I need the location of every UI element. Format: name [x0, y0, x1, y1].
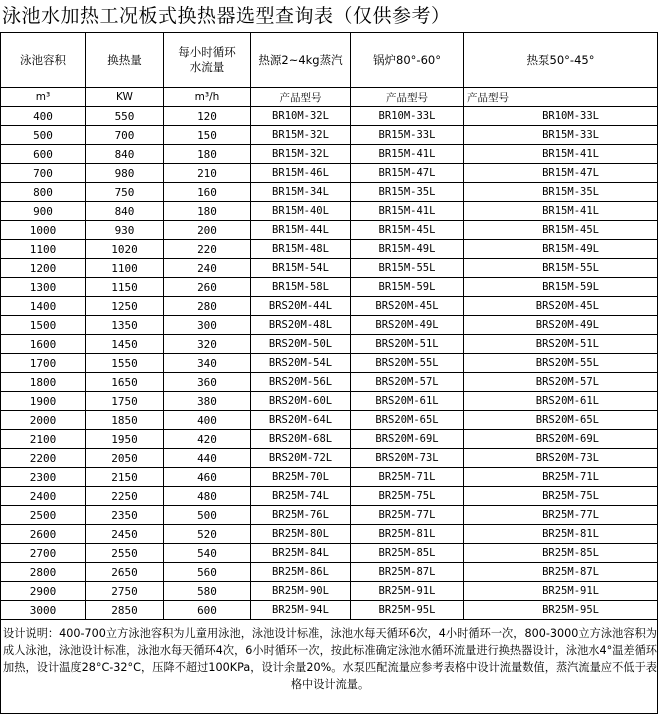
- table-row: [1, 354, 658, 373]
- cell-heat-pump-model: BR15M-33L: [464, 126, 658, 145]
- cell-heat-pump-model: BR15M-59L: [464, 278, 658, 297]
- table-row: [1, 392, 658, 411]
- cell-volume: 2600: [1, 525, 86, 544]
- cell-steam-model: BR25M-80L: [251, 525, 351, 544]
- table-row: [1, 468, 658, 487]
- cell-flow-rate: 400: [164, 411, 251, 430]
- cell-flow-rate: 480: [164, 487, 251, 506]
- page-title: 泳池水加热工况板式换热器选型查询表（仅供参考）: [2, 5, 451, 27]
- cell-volume: 1300: [1, 278, 86, 297]
- cell-volume: 1100: [1, 240, 86, 259]
- cell-steam-model: BRS20M-64L: [251, 411, 351, 430]
- cell-heat-pump-model: BR15M-55L: [464, 259, 658, 278]
- cell-heat-load: 930: [86, 221, 164, 240]
- cell-heat-pump-model: BRS20M-65L: [464, 411, 658, 430]
- cell-boiler-model: BR15M-55L: [351, 259, 464, 278]
- cell-heat-pump-model: BR25M-71L: [464, 468, 658, 487]
- cell-volume: 800: [1, 183, 86, 202]
- cell-heat-load: 2550: [86, 544, 164, 563]
- header-boiler: 锅炉80°-60°: [351, 33, 464, 88]
- cell-heat-load: 1550: [86, 354, 164, 373]
- table-row: [1, 544, 658, 563]
- cell-heat-load: 1250: [86, 297, 164, 316]
- cell-boiler-model: BR25M-91L: [351, 582, 464, 601]
- cell-volume: 2500: [1, 506, 86, 525]
- cell-boiler-model: BRS20M-61L: [351, 392, 464, 411]
- unit-pool-volume: m³: [1, 88, 86, 107]
- table-row: [1, 506, 658, 525]
- cell-steam-model: BR15M-40L: [251, 202, 351, 221]
- cell-volume: 2700: [1, 544, 86, 563]
- cell-flow-rate: 180: [164, 202, 251, 221]
- table-row: [1, 449, 658, 468]
- unit-boiler-model: 产品型号: [351, 88, 464, 107]
- cell-flow-rate: 520: [164, 525, 251, 544]
- cell-steam-model: BR25M-86L: [251, 563, 351, 582]
- cell-heat-load: 1750: [86, 392, 164, 411]
- cell-boiler-model: BR25M-95L: [351, 601, 464, 620]
- cell-steam-model: BRS20M-68L: [251, 430, 351, 449]
- cell-steam-model: BR25M-84L: [251, 544, 351, 563]
- table-row: [1, 430, 658, 449]
- cell-boiler-model: BRS20M-73L: [351, 449, 464, 468]
- cell-volume: 2100: [1, 430, 86, 449]
- table-row: [1, 145, 658, 164]
- cell-boiler-model: BR10M-33L: [351, 107, 464, 126]
- cell-volume: 1500: [1, 316, 86, 335]
- cell-steam-model: BRS20M-50L: [251, 335, 351, 354]
- cell-boiler-model: BR15M-45L: [351, 221, 464, 240]
- cell-volume: 1000: [1, 221, 86, 240]
- cell-heat-pump-model: BR15M-35L: [464, 183, 658, 202]
- cell-steam-model: BR15M-34L: [251, 183, 351, 202]
- unit-steam-model: 产品型号: [251, 88, 351, 107]
- table-row: [1, 259, 658, 278]
- cell-heat-pump-model: BR15M-49L: [464, 240, 658, 259]
- cell-flow-rate: 210: [164, 164, 251, 183]
- cell-boiler-model: BR15M-41L: [351, 145, 464, 164]
- cell-volume: 1600: [1, 335, 86, 354]
- header-heat-pump: 热泵50°-45°: [464, 33, 658, 88]
- cell-flow-rate: 460: [164, 468, 251, 487]
- cell-flow-rate: 280: [164, 297, 251, 316]
- cell-steam-model: BR15M-48L: [251, 240, 351, 259]
- table-row: [1, 563, 658, 582]
- table-row: [1, 487, 658, 506]
- cell-heat-pump-model: BR15M-47L: [464, 164, 658, 183]
- cell-steam-model: BR15M-46L: [251, 164, 351, 183]
- cell-volume: 1400: [1, 297, 86, 316]
- cell-boiler-model: BR25M-81L: [351, 525, 464, 544]
- cell-heat-pump-model: BRS20M-51L: [464, 335, 658, 354]
- cell-boiler-model: BR25M-85L: [351, 544, 464, 563]
- table-row: [1, 316, 658, 335]
- table-row: [1, 183, 658, 202]
- cell-steam-model: BRS20M-60L: [251, 392, 351, 411]
- cell-heat-pump-model: BR15M-41L: [464, 145, 658, 164]
- cell-steam-model: BR15M-32L: [251, 126, 351, 145]
- cell-volume: 700: [1, 164, 86, 183]
- cell-steam-model: BR10M-32L: [251, 107, 351, 126]
- cell-heat-load: 1100: [86, 259, 164, 278]
- cell-flow-rate: 440: [164, 449, 251, 468]
- table-row: [1, 525, 658, 544]
- cell-heat-load: 840: [86, 202, 164, 221]
- cell-heat-pump-model: BRS20M-61L: [464, 392, 658, 411]
- cell-flow-rate: 560: [164, 563, 251, 582]
- cell-boiler-model: BR15M-35L: [351, 183, 464, 202]
- cell-flow-rate: 600: [164, 601, 251, 620]
- cell-heat-pump-model: BR25M-95L: [464, 601, 658, 620]
- cell-steam-model: BRS20M-44L: [251, 297, 351, 316]
- unit-heat-pump-model: 产品型号: [464, 88, 658, 107]
- cell-heat-pump-model: BR25M-81L: [464, 525, 658, 544]
- cell-boiler-model: BR15M-33L: [351, 126, 464, 145]
- cell-heat-load: 2050: [86, 449, 164, 468]
- cell-heat-load: 1950: [86, 430, 164, 449]
- table-row: [1, 221, 658, 240]
- cell-flow-rate: 200: [164, 221, 251, 240]
- header-steam-source: 热源2~4kg蒸汽: [251, 33, 351, 88]
- table-row: [1, 582, 658, 601]
- cell-boiler-model: BRS20M-51L: [351, 335, 464, 354]
- cell-volume: 2300: [1, 468, 86, 487]
- table-row: [1, 126, 658, 145]
- table-row: [1, 335, 658, 354]
- cell-volume: 1900: [1, 392, 86, 411]
- cell-steam-model: BR25M-70L: [251, 468, 351, 487]
- cell-heat-load: 840: [86, 145, 164, 164]
- cell-heat-load: 1450: [86, 335, 164, 354]
- cell-volume: 600: [1, 145, 86, 164]
- cell-steam-model: BRS20M-56L: [251, 373, 351, 392]
- cell-heat-pump-model: BRS20M-55L: [464, 354, 658, 373]
- cell-boiler-model: BR25M-87L: [351, 563, 464, 582]
- cell-heat-pump-model: BR15M-45L: [464, 221, 658, 240]
- cell-heat-load: 2650: [86, 563, 164, 582]
- cell-heat-pump-model: BRS20M-73L: [464, 449, 658, 468]
- cell-heat-load: 2250: [86, 487, 164, 506]
- header-pool-volume: 泳池容积: [1, 33, 86, 88]
- cell-heat-pump-model: BR25M-91L: [464, 582, 658, 601]
- cell-boiler-model: BRS20M-65L: [351, 411, 464, 430]
- table-row: [1, 107, 658, 126]
- cell-flow-rate: 540: [164, 544, 251, 563]
- cell-heat-load: 980: [86, 164, 164, 183]
- cell-steam-model: BR15M-58L: [251, 278, 351, 297]
- cell-flow-rate: 300: [164, 316, 251, 335]
- table-row: [1, 202, 658, 221]
- cell-steam-model: BR25M-94L: [251, 601, 351, 620]
- cell-heat-load: 750: [86, 183, 164, 202]
- cell-heat-pump-model: BR25M-75L: [464, 487, 658, 506]
- design-note: 设计说明：400-700立方泳池容积为儿童用泳池，泳池设计标准，泳池水每天循环6次，4小时循环一次，800-3000立方泳池容积为成人泳池，泳池设计标准，泳池水每天循环4次，6小时循环一次，按此标准确定泳池水循环流量进行换热器设计，泳池水4°温差循环加热，设计温度28°C-32°C，压降不超过100KPa，设计余量20%。水泵匹配流量应参考表格中设计流量数值，蒸汽流量应不低于表格中设计流量。: [3, 627, 657, 691]
- cell-heat-load: 1020: [86, 240, 164, 259]
- cell-flow-rate: 160: [164, 183, 251, 202]
- cell-volume: 2200: [1, 449, 86, 468]
- table-row: [1, 164, 658, 183]
- cell-heat-load: 1650: [86, 373, 164, 392]
- cell-steam-model: BRS20M-48L: [251, 316, 351, 335]
- table-row: [1, 601, 658, 620]
- cell-flow-rate: 420: [164, 430, 251, 449]
- cell-flow-rate: 180: [164, 145, 251, 164]
- cell-heat-load: 700: [86, 126, 164, 145]
- table-row: [1, 297, 658, 316]
- cell-heat-pump-model: BRS20M-45L: [464, 297, 658, 316]
- cell-heat-load: 2850: [86, 601, 164, 620]
- header-heat-load: 换热量: [86, 33, 164, 88]
- cell-heat-pump-model: BRS20M-49L: [464, 316, 658, 335]
- cell-volume: 2000: [1, 411, 86, 430]
- cell-heat-pump-model: BR25M-85L: [464, 544, 658, 563]
- cell-flow-rate: 150: [164, 126, 251, 145]
- cell-boiler-model: BR15M-59L: [351, 278, 464, 297]
- header-flow-rate: 每小时循环 水流量: [164, 33, 251, 88]
- cell-heat-load: 2150: [86, 468, 164, 487]
- cell-steam-model: BR15M-32L: [251, 145, 351, 164]
- unit-heat-load: KW: [86, 88, 164, 107]
- cell-heat-load: 550: [86, 107, 164, 126]
- cell-heat-load: 1850: [86, 411, 164, 430]
- cell-heat-load: 2750: [86, 582, 164, 601]
- cell-volume: 500: [1, 126, 86, 145]
- cell-boiler-model: BRS20M-55L: [351, 354, 464, 373]
- cell-steam-model: BR25M-90L: [251, 582, 351, 601]
- cell-volume: 2900: [1, 582, 86, 601]
- cell-flow-rate: 360: [164, 373, 251, 392]
- cell-boiler-model: BRS20M-45L: [351, 297, 464, 316]
- cell-volume: 1200: [1, 259, 86, 278]
- cell-flow-rate: 120: [164, 107, 251, 126]
- cell-steam-model: BR25M-74L: [251, 487, 351, 506]
- cell-heat-load: 2450: [86, 525, 164, 544]
- cell-boiler-model: BRS20M-69L: [351, 430, 464, 449]
- cell-flow-rate: 240: [164, 259, 251, 278]
- cell-flow-rate: 340: [164, 354, 251, 373]
- cell-volume: 3000: [1, 601, 86, 620]
- cell-volume: 400: [1, 107, 86, 126]
- cell-flow-rate: 580: [164, 582, 251, 601]
- unit-flow-rate: m³/h: [164, 88, 251, 107]
- cell-heat-pump-model: BRS20M-69L: [464, 430, 658, 449]
- cell-heat-pump-model: BR25M-77L: [464, 506, 658, 525]
- cell-heat-pump-model: BR15M-41L: [464, 202, 658, 221]
- cell-volume: 1800: [1, 373, 86, 392]
- table-row: [1, 373, 658, 392]
- cell-heat-pump-model: BR25M-87L: [464, 563, 658, 582]
- cell-flow-rate: 260: [164, 278, 251, 297]
- cell-volume: 1700: [1, 354, 86, 373]
- table-row: [1, 240, 658, 259]
- cell-heat-load: 1150: [86, 278, 164, 297]
- cell-steam-model: BRS20M-54L: [251, 354, 351, 373]
- cell-boiler-model: BR25M-77L: [351, 506, 464, 525]
- cell-boiler-model: BRS20M-57L: [351, 373, 464, 392]
- cell-volume: 900: [1, 202, 86, 221]
- cell-flow-rate: 380: [164, 392, 251, 411]
- cell-heat-pump-model: BR10M-33L: [464, 107, 658, 126]
- cell-flow-rate: 220: [164, 240, 251, 259]
- header-row: [1, 33, 658, 88]
- cell-boiler-model: BR25M-75L: [351, 487, 464, 506]
- cell-heat-load: 2350: [86, 506, 164, 525]
- table-row: [1, 411, 658, 430]
- table-body: [1, 33, 658, 620]
- selection-table: [0, 32, 658, 620]
- cell-steam-model: BR15M-54L: [251, 259, 351, 278]
- table-row: [1, 278, 658, 297]
- cell-steam-model: BR25M-76L: [251, 506, 351, 525]
- cell-boiler-model: BR25M-71L: [351, 468, 464, 487]
- cell-volume: 2400: [1, 487, 86, 506]
- units-row: [1, 88, 658, 107]
- cell-boiler-model: BR15M-47L: [351, 164, 464, 183]
- cell-boiler-model: BRS20M-49L: [351, 316, 464, 335]
- cell-flow-rate: 500: [164, 506, 251, 525]
- cell-boiler-model: BR15M-41L: [351, 202, 464, 221]
- cell-steam-model: BRS20M-72L: [251, 449, 351, 468]
- cell-steam-model: BR15M-44L: [251, 221, 351, 240]
- cell-volume: 2800: [1, 563, 86, 582]
- cell-heat-pump-model: BRS20M-57L: [464, 373, 658, 392]
- cell-boiler-model: BR15M-49L: [351, 240, 464, 259]
- cell-flow-rate: 320: [164, 335, 251, 354]
- cell-heat-load: 1350: [86, 316, 164, 335]
